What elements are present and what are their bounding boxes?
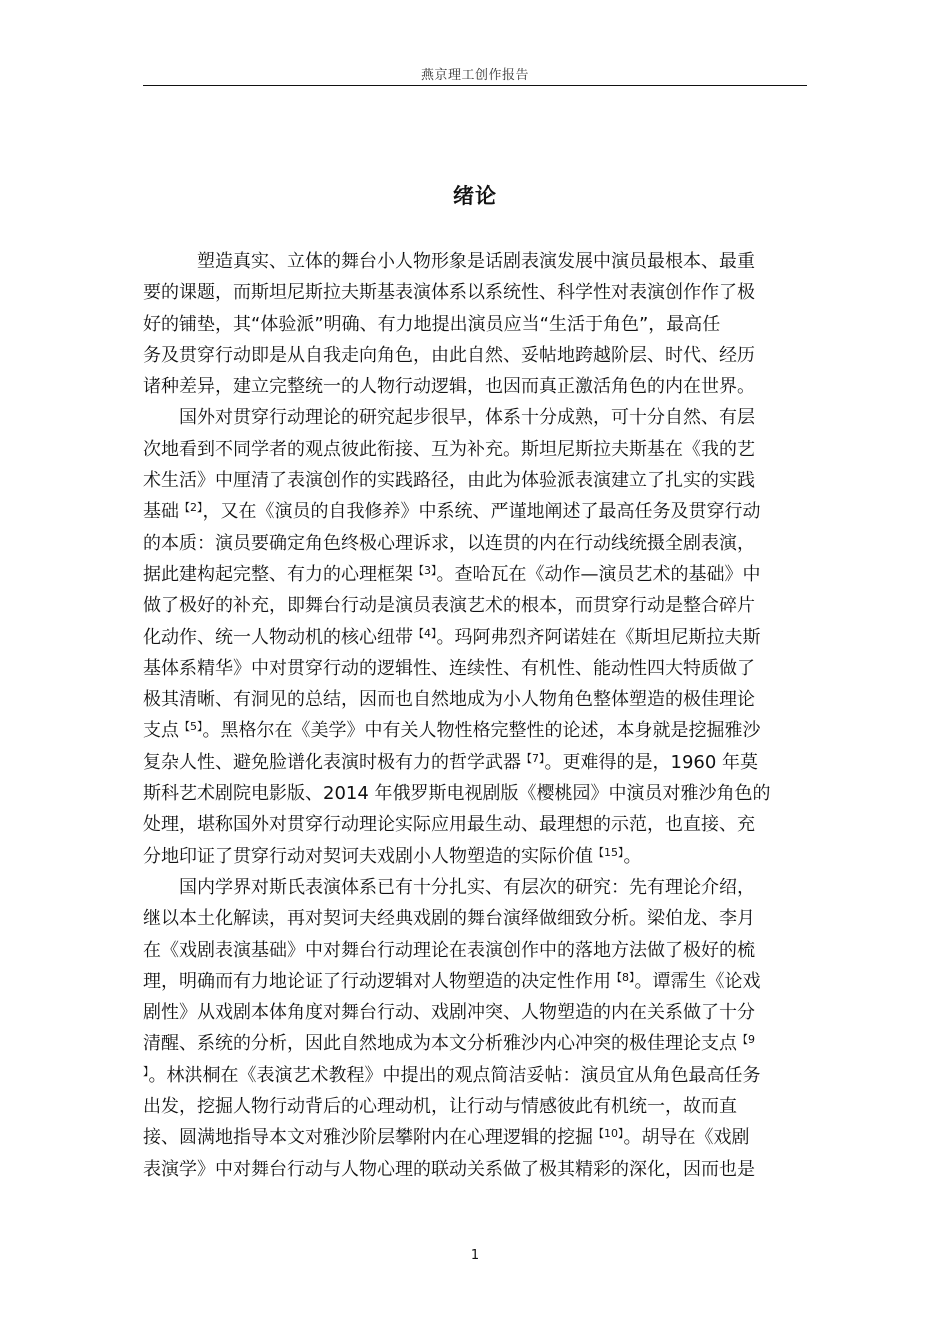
citation-marker: 【9	[737, 1033, 755, 1047]
text-line: 术生活》中厘清了表演创作的实践路径，由此为体验派表演建立了扎实的实践	[143, 470, 755, 492]
text-line: 表演学》中对舞台行动与人物心理的联动关系做了极其精彩的深化，因而也是	[143, 1158, 755, 1180]
text-line: 分地印证了贯穿行动对契诃夫戏剧小人物塑造的实际价值$^{【15】}$。	[143, 845, 642, 867]
chapter-title: 绪论	[453, 184, 497, 208]
citation-marker: 【10】	[593, 1127, 624, 1141]
text-line: 塑造真实、立体的舞台小人物形象是话剧表演发展中演员最根本、最重	[197, 251, 755, 272]
text-line: 出发，挖掘人物行动背后的心理动机，让行动与情感彼此有机统一，故而直	[143, 1096, 737, 1118]
text-line: 复杂人性、避免脸谱化表演时极有力的哲学武器$^{【7】}$。更难得的是，1960 年莫	[143, 751, 759, 773]
citation-marker: 【4】	[413, 626, 437, 640]
text-line: 极其清晰、有洞见的总结，因而也自然地成为小人物角色整体塑造的极佳理论	[143, 689, 755, 711]
citation-marker: 【5】	[179, 720, 203, 734]
text-line: 基体系精华》中对贯穿行动的逻辑性、连续性、有机性、能动性四大特质做了	[143, 657, 755, 679]
text-line: 的本质：演员要确定角色终极心理诉求，以连贯的内在行动线统摄全剧表演，	[143, 532, 755, 554]
text-line: 次地看到不同学者的观点彼此衔接、互为补充。斯坦尼斯拉夫斯基在《我的艺	[143, 438, 755, 460]
citation-marker: 【7】	[521, 751, 545, 765]
text-line: 国内学界对斯氏表演体系已有十分扎实、有层次的研究：先有理论介绍，	[179, 876, 755, 898]
citation-marker: 【8】	[611, 970, 635, 984]
page-number: 1	[470, 1248, 480, 1263]
citation-marker: 】	[143, 1064, 149, 1078]
text-line: 剧性》从戏剧本体角度对舞台行动、戏剧冲突、人物塑造的内在关系做了十分	[143, 1002, 755, 1024]
text-line: 化动作、统一人物动机的核心纽带$^{【4】}$。玛阿弗烈齐阿诺娃在《斯坦尼斯拉夫斯	[143, 626, 761, 648]
paragraph-1	[143, 246, 807, 402]
paragraph-2	[143, 402, 807, 871]
text-line: 国外对贯穿行动理论的研究起步很早，体系十分成熟，可十分自然、有层	[179, 407, 755, 429]
text-line: 做了极好的补充，即舞台行动是演员表演艺术的根本，而贯穿行动是整合碎片	[143, 595, 755, 617]
text-line: 基础$^{【2】}$，又在《演员的自我修养》中系统、严谨地阐述了最高任务及贯穿行动	[143, 501, 761, 523]
paragraph-3	[143, 872, 807, 1185]
text-line: 】。林洪桐在《表演艺术教程》中提出的观点简洁妥帖：演员宜从角色最高任务	[143, 1064, 761, 1086]
body-text	[143, 246, 807, 1185]
citation-marker: 【15】	[593, 845, 624, 859]
header-divider	[143, 85, 807, 86]
text-line: 斯科艺术剧院电影版、2014 年俄罗斯电视剧版《樱桃园》中演员对雅沙角色的	[143, 783, 771, 805]
citation-marker: 【2】	[179, 501, 203, 515]
text-line: 接、圆满地指导本文对雅沙阶层攀附内在心理逻辑的挖掘$^{【10】}$。胡导在《戏剧	[143, 1127, 750, 1149]
text-line: 支点$^{【5】}$。黑格尔在《美学》中有关人物性格完整性的论述，本身就是挖掘雅沙	[143, 720, 761, 742]
text-line: 诸种差异，建立完整统一的人物行动逻辑，也因而真正激活角色的内在世界。	[143, 376, 755, 398]
text-line: 处理，堪称国外对贯穿行动理论实际应用最生动、最理想的示范，也直接、充	[143, 814, 755, 836]
text-line: 理，明确而有力地论证了行动逻辑对人物塑造的决定性作用$^{【8】}$。谭霈生《论戏	[143, 970, 761, 992]
text-line: 继以本土化解读，再对契诃夫经典戏剧的舞台演绎做细致分析。梁伯龙、李月	[143, 908, 755, 930]
text-line: 务及贯穿行动即是从自我走向角色，由此自然、妥帖地跨越阶层、时代、经历	[143, 344, 755, 366]
running-header: 燕京理工创作报告	[420, 68, 529, 83]
citation-marker: 【3】	[413, 563, 437, 577]
text-line: 好的铺垫，其“体验派”明确、有力地提出演员应当“生活于角色”，最高任	[143, 313, 721, 335]
text-line: 清醒、系统的分析，因此自然地成为本文分析雅沙内心冲突的极佳理论支点$^{【9}$	[143, 1033, 755, 1055]
text-line: 据此建构起完整、有力的心理框架$^{【3】}$。查哈瓦在《动作—演员艺术的基础》中	[143, 563, 761, 585]
text-line: 在《戏剧表演基础》中对舞台行动理论在表演创作中的落地方法做了极好的梳	[143, 939, 755, 961]
text-line: 要的课题，而斯坦尼斯拉夫斯基表演体系以系统性、科学性对表演创作作了极	[143, 282, 755, 304]
